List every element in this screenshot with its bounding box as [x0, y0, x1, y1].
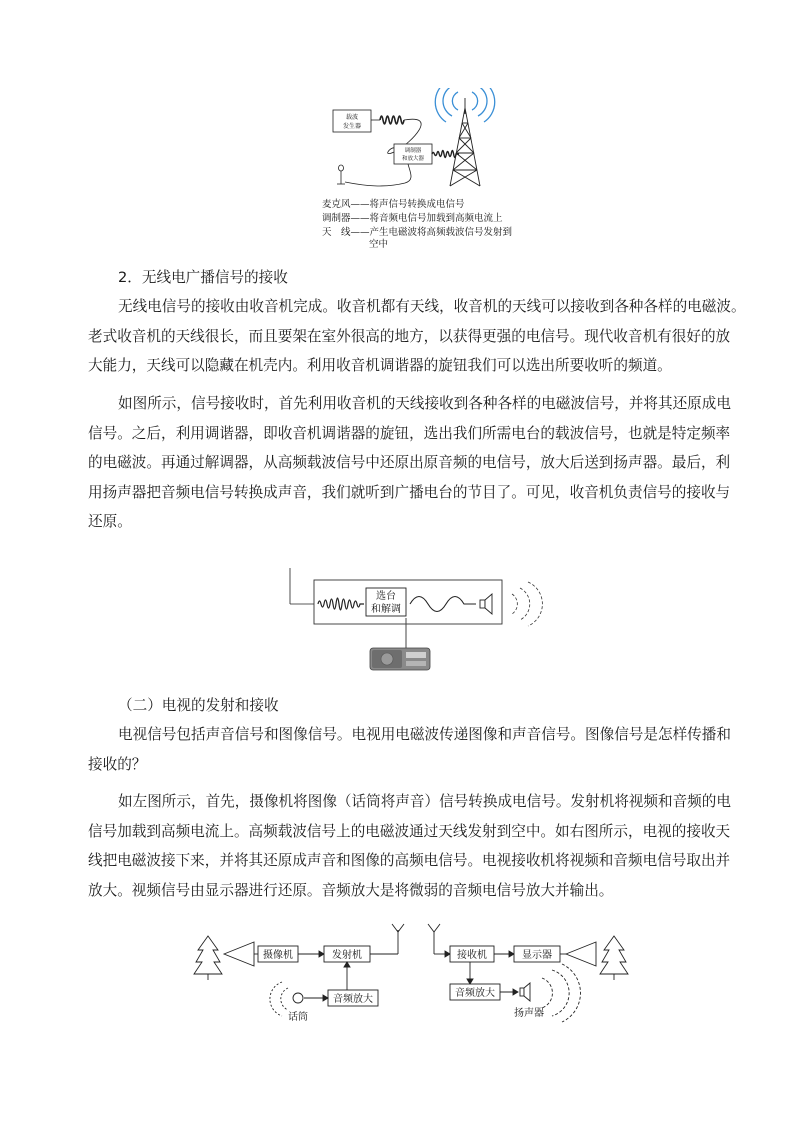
oscillator-label-2: 发生器 [342, 123, 362, 130]
text-line: 的电磁波。再通过解调器，从高频载波信号中还原出原音频的电信号，放大后送到扬声器。最后，利 [88, 454, 731, 471]
legend-antenna: 天 线——产生电磁波将高频载波信号发射到 [322, 227, 513, 238]
camera-lens-cone [224, 942, 254, 966]
transmitter-label: 发射机 [332, 950, 362, 961]
text-line: 如左图所示，首先，摄像机将图像（话筒将声音）信号转换成电信号。发射机将视频和音频的电 [118, 793, 731, 810]
text-line: 线把电磁波接下来，并将其还原成声音和图像的高频电信号。电视接收机将视频和音频电信号取出并 [88, 852, 731, 869]
figure-tv-diagram [192, 920, 632, 1030]
microphone-label: 话筒 [288, 1012, 308, 1023]
sound-waves-speaker [542, 964, 580, 1022]
carrier-wave [380, 116, 404, 124]
modulator-label-1: 调制器 [404, 148, 422, 154]
text-line: 无线电信号的接收由收音机完成。收音机都有天线，收音机的天线可以接收到各种各样的电磁波。 [118, 298, 746, 315]
sound-waves-icon [512, 582, 542, 626]
transmission-diagram [320, 88, 540, 198]
legend-microphone: 麦克风——将声信号转换成电信号 [322, 199, 465, 210]
text-line: 还原。 [88, 513, 132, 530]
microphone-icon [337, 165, 345, 184]
display-cone [566, 942, 596, 966]
modulator-label-2: 和放大器 [401, 156, 425, 162]
text-line: 放大。视频信号由显示器进行还原。音频放大是将微弱的音频电信号放大并输出。 [88, 881, 614, 899]
modulated-wave [432, 151, 459, 158]
legend-antenna-cont: 空中 [369, 239, 389, 250]
audio-amp-left-label: 音频放大 [333, 994, 373, 1005]
paragraph-radio-receiver [88, 292, 746, 381]
radio-device-icon [370, 618, 430, 670]
camera-label: 摄像机 [263, 950, 293, 961]
section-heading-tv: （二）电视的发射和接收 [118, 697, 279, 714]
speaker-icon-tv [520, 983, 530, 1001]
receiver-label: 接收机 [457, 950, 487, 961]
tuner-label-2: 和解调 [371, 604, 401, 615]
text-line: 如图所示，信号接收时，首先利用收音机的天线接收到各种各样的电磁波信号，并将其还原成电 [118, 395, 731, 412]
received-waves [318, 598, 364, 610]
speaker-label: 扬声器 [514, 1008, 544, 1019]
figure-broadcast-transmission [320, 88, 540, 248]
section-heading-radio-reception: 2．无线电广播信号的接收 [118, 269, 288, 286]
text-line: 电视信号包括声音信号和图像信号。电视用电磁波传递图像和声音信号。图像信号是怎样传播和 [118, 726, 731, 743]
text-line: 大能力，天线可以隐藏在机壳内。利用收音机调谐器的旋钮我们可以选出所要收听的频道。 [88, 357, 672, 374]
display-label: 显示器 [522, 950, 552, 961]
audio-amp-right-label: 音频放大 [455, 988, 495, 999]
tree-icon-right [600, 936, 628, 980]
paragraph-radio-process [88, 389, 731, 537]
paragraph-tv-signals [88, 720, 731, 779]
antenna-tower-icon [450, 98, 480, 186]
paragraph-tv-process [88, 787, 731, 905]
sound-waves-mic [270, 982, 288, 1016]
text-line: 用扬声器把音频电信号转换成声音，我们就听到广播电台的节目了。可见，收音机负责信号的接收与 [88, 483, 731, 501]
oscillator-label-1: 载波 [345, 114, 359, 121]
audio-wave [410, 597, 476, 612]
text-line: 接收的？ [88, 755, 147, 773]
figure-radio-receiver [280, 562, 550, 674]
speaker-icon [480, 594, 492, 614]
text-line: 信号。之后，利用调谐器，即收音机调谐器的旋钮，选出我们所需电台的载波信号，也就是特定频率 [88, 424, 731, 442]
receive-antenna-icon [428, 924, 440, 932]
text-line: 信号加载到高频电流上。高频载波信号上的电磁波通过天线发射到空中。如右图所示，电视的接收天 [88, 822, 731, 840]
microphone-icon-tv [293, 993, 303, 1003]
text-line: 老式收音机的天线很长，而且要架在室外很高的地方，以获得更强的电信号。现代收音机有很好的放 [88, 327, 731, 345]
legend-modulator: 调制器——将音频电信号加载到高频电流上 [322, 213, 503, 224]
tree-icon-left [194, 936, 222, 980]
tuner-label-1: 选台 [376, 591, 396, 602]
